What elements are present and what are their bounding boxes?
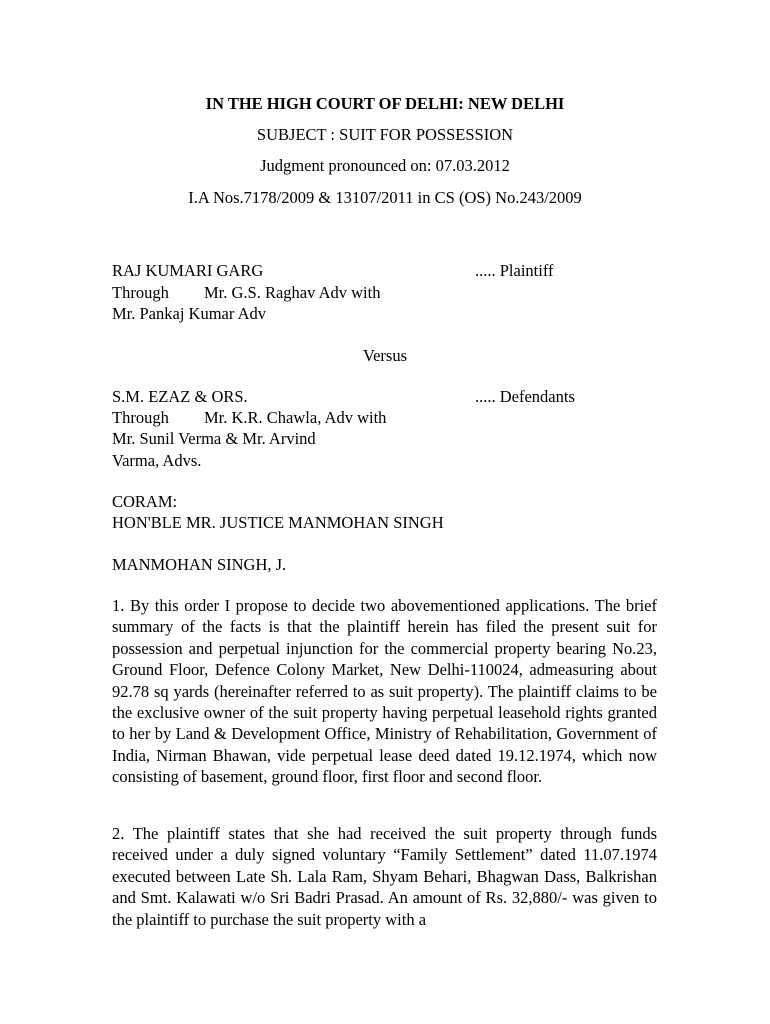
paragraph-1: 1. By this order I propose to decide two abovementioned applications. The brief summary of the facts is that the plaintiff herein has filed the present suit for possession and perpetual injunction for the commercial property bearing No.23, Ground Floor, Defence Colony Market, New Delhi-110024, admeasuring about 92.78 sq yards (hereinafter referred to as suit property). The plaintiff claims to be the exclusive owner of the suit property having perpetual leasehold rights granted to her by Land & Development Office, Ministry of Rehabilitation, Government of India, Nirman Bhawan, vide perpetual lease deed dated 19.12.1974, which now consisting of basement, ground floor, first floor and second floor. [112,596,657,787]
paragraph-2: 2. The plaintiff states that she had received the suit property through funds received under a duly signed voluntary “Family Settlement” dated 11.07.1974 executed between Late Sh. Lala Ram, Shyam Behari, Bhagwan Dass, Balkrishan and Smt. Kalawati w/o Sri Badri Prasad. An amount of Rs. 32,880/- was given to the plaintiff to purchase the suit property with a [112,824,657,929]
judgment-author: MANMOHAN SINGH, J. [112,555,287,574]
defendant-counsel-1: Mr. K.R. Chawla, Adv with [204,408,387,427]
defendant-through: Through [112,408,169,427]
defendant-counsel-2: Mr. Sunil Verma & Mr. Arvind [112,429,316,448]
versus-label: Versus [363,346,407,365]
defendant-counsel-3: Varma, Advs. [112,451,202,470]
plaintiff-role: ..... Plaintiff [475,261,554,280]
defendant-counsel-line [112,408,386,428]
defendant-name: S.M. EZAZ & ORS. [112,387,248,406]
plaintiff-counsel-2: Mr. Pankaj Kumar Adv [112,304,266,323]
defendant-role: ..... Defendants [475,387,575,406]
plaintiff-name: RAJ KUMARI GARG [112,261,264,280]
coram-label: CORAM: [112,492,178,511]
coram-judge: HON'BLE MR. JUSTICE MANMOHAN SINGH [112,513,444,532]
court-heading: IN THE HIGH COURT OF DELHI: NEW DELHI [205,94,565,113]
plaintiff-counsel-line [112,283,380,303]
judgment-date: Judgment pronounced on: 07.03.2012 [260,156,510,175]
plaintiff-through: Through [112,283,169,302]
subject-line: SUBJECT : SUIT FOR POSSESSION [256,125,514,144]
case-number: I.A Nos.7178/2009 & 13107/2011 in CS (OS) No.243/2009 [188,188,582,207]
plaintiff-counsel-1: Mr. G.S. Raghav Adv with [204,283,381,302]
